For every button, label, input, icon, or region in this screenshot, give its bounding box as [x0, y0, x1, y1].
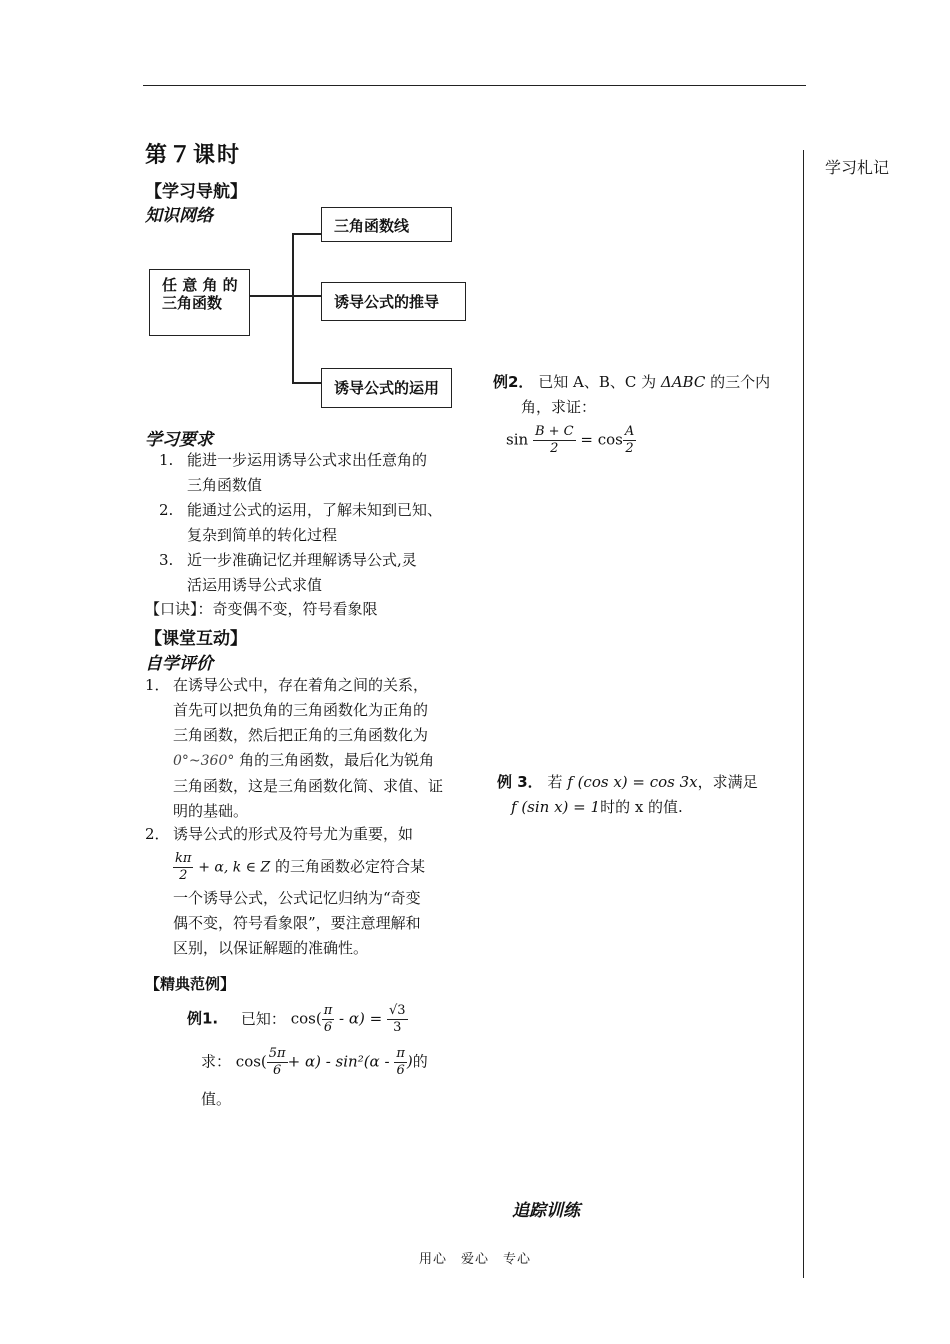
example-text: 若	[547, 773, 563, 791]
margin-rule	[803, 150, 804, 1278]
frac-den: 2	[625, 441, 634, 456]
frac-a-2	[623, 424, 636, 457]
list-text: 近一步准确记忆并理解诱导公式,灵	[187, 551, 417, 569]
example-text: ，求满足	[697, 773, 758, 791]
requirements-list	[145, 448, 475, 598]
frac-pi-6-b	[394, 1046, 407, 1079]
item-text: 区别，以保证解题的准确性。	[173, 939, 369, 957]
frac-5pi-6	[267, 1046, 288, 1079]
example-text: 已知 A、B、C 为	[538, 373, 657, 391]
math-text: + α) - sin²(α -	[287, 1052, 390, 1071]
example-label: 例 3．	[497, 773, 543, 791]
side-note: 学习札记	[825, 158, 890, 177]
frac-den: 6	[323, 1020, 333, 1035]
mnemonic: 【口诀】：奇变偶不变，符号看象限	[145, 600, 378, 618]
item-num: 2．	[145, 825, 170, 843]
frac-bc-2	[533, 424, 576, 457]
list-item	[145, 548, 475, 598]
list-text: 活运用诱导公式求值	[187, 576, 323, 594]
item-text: 诱导公式的形式及符号尤为重要，如	[173, 825, 414, 843]
frac-den: 3	[393, 1020, 402, 1035]
list-num: 2.	[159, 501, 174, 519]
list-num: 1.	[159, 451, 174, 469]
network-heading: 知识网络	[145, 206, 213, 226]
math-text: )	[406, 1052, 413, 1071]
page-footer: 用心 爱心 专心	[418, 1252, 531, 1267]
example-3	[497, 770, 797, 820]
frac-den: 2	[179, 868, 188, 883]
diagram-root	[149, 269, 250, 336]
example-2	[493, 370, 793, 457]
math-text: ΔABC	[660, 373, 706, 391]
interaction-heading: 【课堂互动】	[145, 629, 247, 649]
item-text: 三角函数，这是三角函数化简、求值、证	[173, 777, 444, 795]
example-text: 求：	[201, 1052, 232, 1071]
example-1	[187, 1003, 477, 1112]
math-text: - α) =	[339, 1009, 383, 1028]
list-text: 能进一步运用诱导公式求出任意角的	[187, 451, 428, 469]
diagram-root-line1: 任 意 角 的	[162, 276, 238, 294]
example-text: 已知：	[240, 1009, 286, 1028]
frac-num: π	[396, 1046, 405, 1061]
item-num: 1．	[145, 676, 170, 694]
frac-den: 2	[550, 441, 559, 456]
diagram-root-line2: 三角函数	[162, 294, 223, 312]
diagram-branch-2: 诱导公式的推导	[321, 282, 466, 321]
connector-trunk	[292, 233, 294, 382]
self-eval-item-2	[145, 822, 475, 961]
frac-num: √3	[388, 1003, 406, 1018]
list-text: 复杂到简单的转化过程	[187, 526, 338, 544]
connector-branch1	[292, 233, 322, 235]
list-text: 能通过公式的运用，了解未知到已知、	[187, 501, 443, 519]
math-text: sin	[506, 430, 529, 449]
list-text: 三角函数值	[187, 476, 263, 494]
frac-num: 5π	[268, 1046, 286, 1061]
item-text: 在诱导公式中，存在着角之间的关系，	[173, 676, 429, 694]
expr-tail: + α, k ∈ Z	[198, 859, 271, 876]
diagram-branch-1: 三角函数线	[321, 207, 452, 242]
frac-num: π	[323, 1003, 333, 1018]
example-text: 时的 x 的值.	[600, 798, 683, 816]
connector-root	[250, 295, 322, 297]
math-text: f (sin x) = 1	[511, 798, 601, 816]
math-text: cos(	[235, 1052, 267, 1071]
list-item	[145, 498, 475, 548]
connector-branch3	[292, 382, 322, 384]
frac-num: A	[624, 424, 635, 439]
item-text: 三角函数，然后把正角的三角函数化为	[173, 726, 429, 744]
item-text: 偶不变，符号看象限”，要注意理解和	[173, 914, 421, 932]
item-text: 的三角函数必定符合某	[275, 857, 426, 876]
examples-heading: 【精典范例】	[145, 975, 236, 993]
example-text: 角，求证：	[521, 398, 597, 416]
lesson-title: 第７课时	[145, 143, 242, 168]
item-text: 角的三角函数，最后化为锐角	[239, 751, 435, 769]
example-text: 的三个内	[710, 373, 771, 391]
self-eval-heading: 自学评价	[145, 654, 213, 674]
list-num: 3.	[159, 551, 174, 569]
self-eval-item-1	[145, 673, 475, 824]
math-text: = cos	[580, 430, 623, 449]
item-text: 一个诱导公式，公式记忆归纳为“奇变	[173, 889, 421, 907]
example-label: 例1.	[187, 1009, 219, 1028]
top-rule	[143, 85, 806, 86]
tracking-heading: 追踪训练	[512, 1201, 580, 1221]
item-text: 明的基础。	[173, 802, 249, 820]
example-text: 的	[412, 1052, 428, 1071]
diagram-branch-3: 诱导公式的运用	[321, 368, 452, 408]
item-text: 首先可以把负角的三角函数化为正角的	[173, 701, 429, 719]
list-item	[145, 448, 475, 498]
math-text: cos(	[290, 1009, 322, 1028]
frac-num: kπ	[175, 851, 192, 866]
frac-sqrt3-3	[387, 1003, 408, 1036]
example-label: 例2．	[493, 373, 534, 391]
example-text: 值。	[201, 1090, 232, 1108]
frac-den: 6	[273, 1063, 282, 1078]
angle-range: 0°~360°	[173, 753, 235, 769]
frac-den: 6	[396, 1063, 405, 1078]
nav-heading: 【学习导航】	[145, 182, 247, 202]
math-text: f (cos x) = cos 3x	[567, 773, 698, 791]
requirements-heading: 学习要求	[145, 430, 213, 450]
k-pi-over-2	[173, 851, 193, 884]
frac-pi-6	[322, 1003, 335, 1036]
frac-num: B + C	[534, 424, 574, 439]
